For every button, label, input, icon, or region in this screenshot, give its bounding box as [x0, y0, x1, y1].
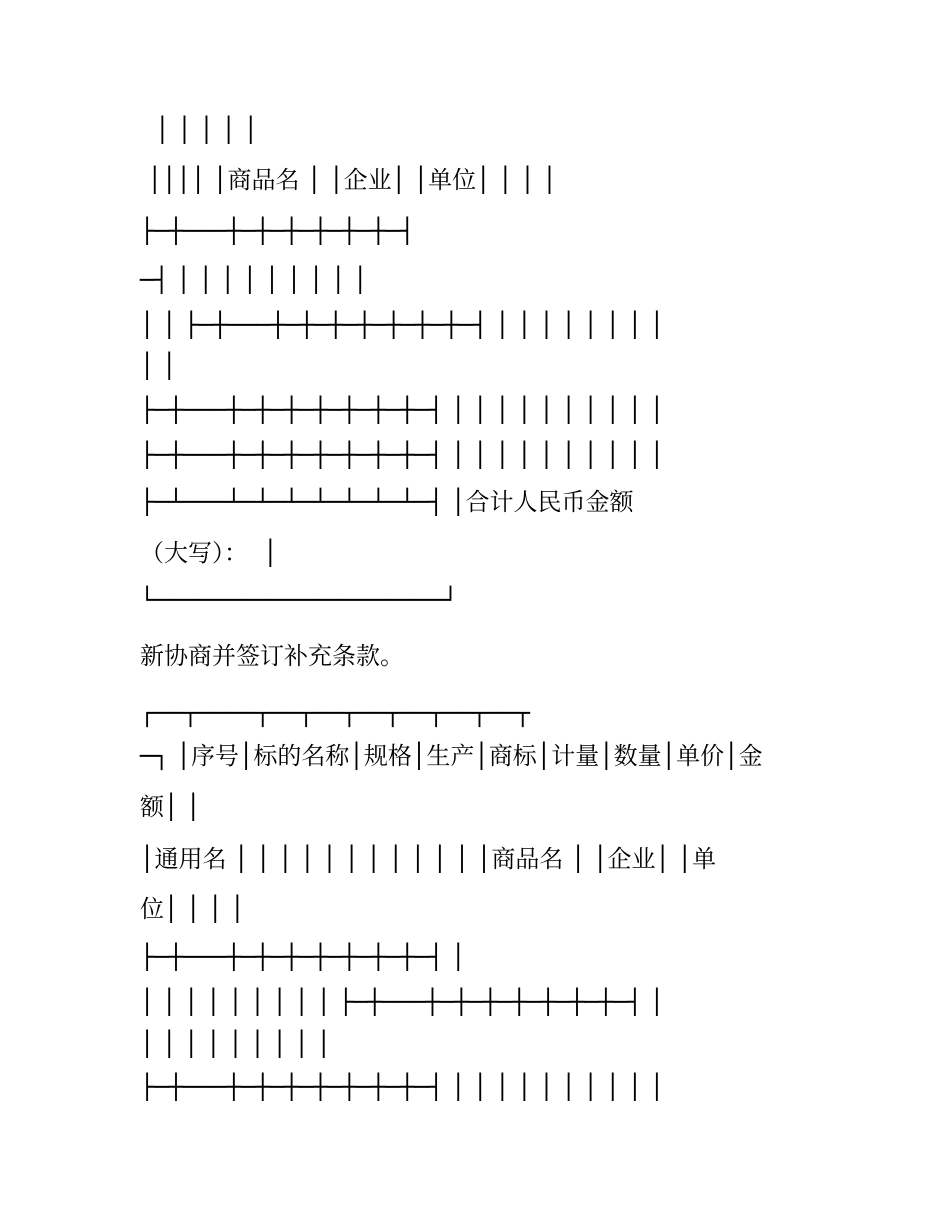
text-line: 额│ │: [140, 793, 201, 821]
text-line: │ │ │ │ │ │ │ │ │ ├─┼───┼─┼─┼─┼─┼─┼─┼─┤ │: [140, 988, 665, 1016]
text-line: ├─┼───┼─┼─┼─┼─┼─┼─┤: [140, 217, 415, 245]
text-line: ┌──┬────┬──┬──┬──┬──┬──┬──┬: [140, 699, 531, 727]
text-line: │ │ │ │ │: [140, 116, 259, 144]
text-line: │ │ │ │ │ │ │ │ │: [140, 1030, 332, 1058]
text-line: ─┤ │ │ │ │ │ │ │ │ │: [140, 266, 368, 294]
text-line: ││││ │商品名 │ │企业│ │单位│ │ │ │: [140, 166, 557, 194]
text-line: ├─┼───┼─┼─┼─┼─┼─┼─┼─┤ │ │ │ │ │ │ │ │ │ │: [140, 396, 665, 424]
text-line: │ │: [140, 352, 177, 380]
text-line: ├─┼───┼─┼─┼─┼─┼─┼─┼─┤ │ │ │ │ │ │ │ │ │ │: [140, 1073, 665, 1101]
text-line: ─┐ │序号│标的名称│规格│生产│商标│计量│数量│单价│金: [140, 742, 763, 770]
text-line: └────────────────────┘: [140, 586, 458, 614]
text-line: ├─┴───┴─┴─┴─┴─┴─┴─┴─┤ │合计人民币金额: [140, 488, 634, 516]
text-line: 新协商并签订补充条款。: [140, 642, 404, 670]
text-line: │通用名 │ │ │ │ │ │ │ │ │ │ │ │商品名 │ │企业│ │单: [140, 845, 717, 873]
text-line: │ │ ├─┼───┼─┼─┼─┼─┼─┼─┼─┤ │ │ │ │ │ │ │ │: [140, 311, 665, 339]
text-line: ├─┼───┼─┼─┼─┼─┼─┼─┼─┤ │: [140, 943, 466, 971]
text-line: ├─┼───┼─┼─┼─┼─┼─┼─┼─┤ │ │ │ │ │ │ │ │ │ │: [140, 441, 665, 469]
text-line: 位│ │ │ │: [140, 895, 245, 923]
text-line: （大写）： │: [140, 539, 278, 567]
